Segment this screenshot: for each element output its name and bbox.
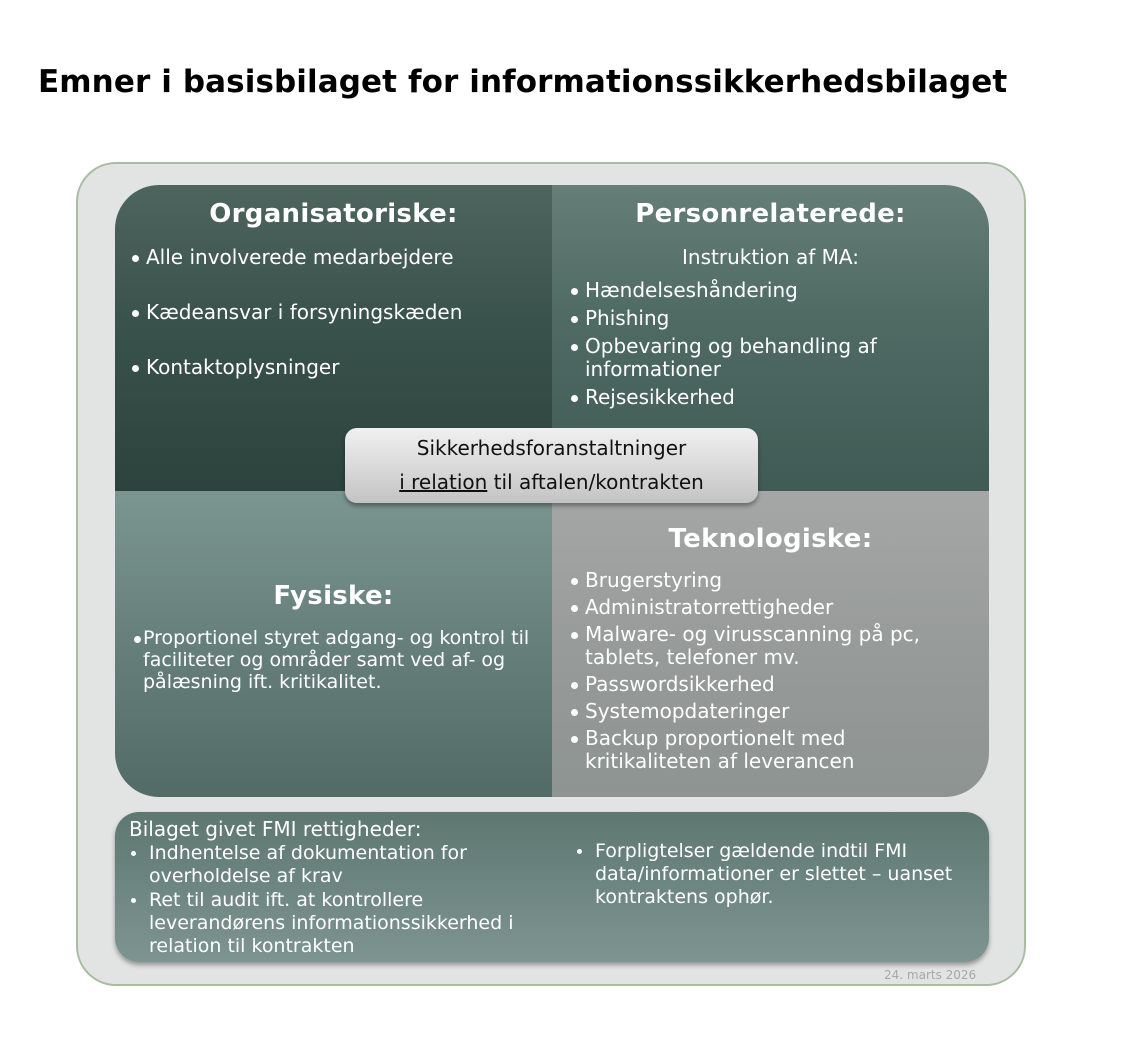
quadrant-teknologiske: [552, 491, 989, 797]
list-item: Phishing: [568, 307, 928, 330]
list-item: Administratorrettigheder: [568, 596, 973, 619]
list-item: Alle involverede medarbejdere: [129, 246, 539, 269]
date-footer: 24. marts 2026: [884, 968, 977, 982]
list-item: Brugerstyring: [568, 569, 973, 592]
quadrant-heading: Organisatoriske:: [209, 199, 458, 229]
bullet-list: [568, 279, 928, 409]
bullet-list: [131, 627, 541, 693]
center-label-line1: Sikkerhedsforanstaltninger: [416, 436, 687, 460]
list-item: Kontaktoplysninger: [129, 356, 539, 379]
rights-list-right: [561, 840, 971, 910]
quadrant-subheading: Instruktion af MA:: [682, 245, 859, 269]
list-item: Proportionel styret adgang- og kontrol til faciliteter og områder samt ved af- og pålæsning ift. kritikalitet.: [131, 627, 541, 693]
list-item: Rejsesikkerhed: [568, 386, 928, 409]
bullet-list: [568, 569, 973, 773]
quadrant-heading: Teknologiske:: [668, 524, 873, 554]
quadrant-heading: Fysiske:: [273, 581, 394, 611]
list-item: Kædeansvar i forsyningskæden: [129, 301, 539, 324]
list-item: Ret til audit ift. at kontrollere leverandørens informationssikkerhed i relation til kontrakten: [115, 889, 555, 958]
rights-box: [115, 812, 989, 962]
list-item: Backup proportionelt med kritikaliteten af leverancen: [568, 727, 973, 773]
center-label-underlined: i relation: [399, 470, 488, 494]
center-label-box: [345, 428, 758, 503]
list-item: Malware- og virusscanning på pc, tablets, telefoner mv.: [568, 623, 973, 669]
rights-list-left: [115, 842, 555, 959]
center-label-line2: [345, 470, 758, 494]
quadrant-heading: Personrelaterede:: [635, 199, 906, 229]
list-item: Passwordsikkerhed: [568, 673, 973, 696]
center-label-rest: til aftalen/kontrakten: [487, 470, 704, 494]
list-item: Forpligtelser gældende indtil FMI data/informationer er slettet – uanset kontraktens ophør.: [561, 840, 971, 909]
bullet-list: [129, 246, 539, 379]
list-item: Hændelseshåndering: [568, 279, 928, 302]
quadrant-fysiske: [115, 491, 552, 797]
page-title: Emner i basisbilaget for informationssikkerhedsbilaget: [38, 64, 1008, 100]
list-item: Opbevaring og behandling af informationer: [568, 335, 928, 381]
list-item: Systemopdateringer: [568, 700, 973, 723]
list-item: Indhentelse af dokumentation for overholdelse af krav: [115, 842, 555, 888]
rights-heading: Bilaget givet FMI rettigheder:: [129, 817, 422, 841]
